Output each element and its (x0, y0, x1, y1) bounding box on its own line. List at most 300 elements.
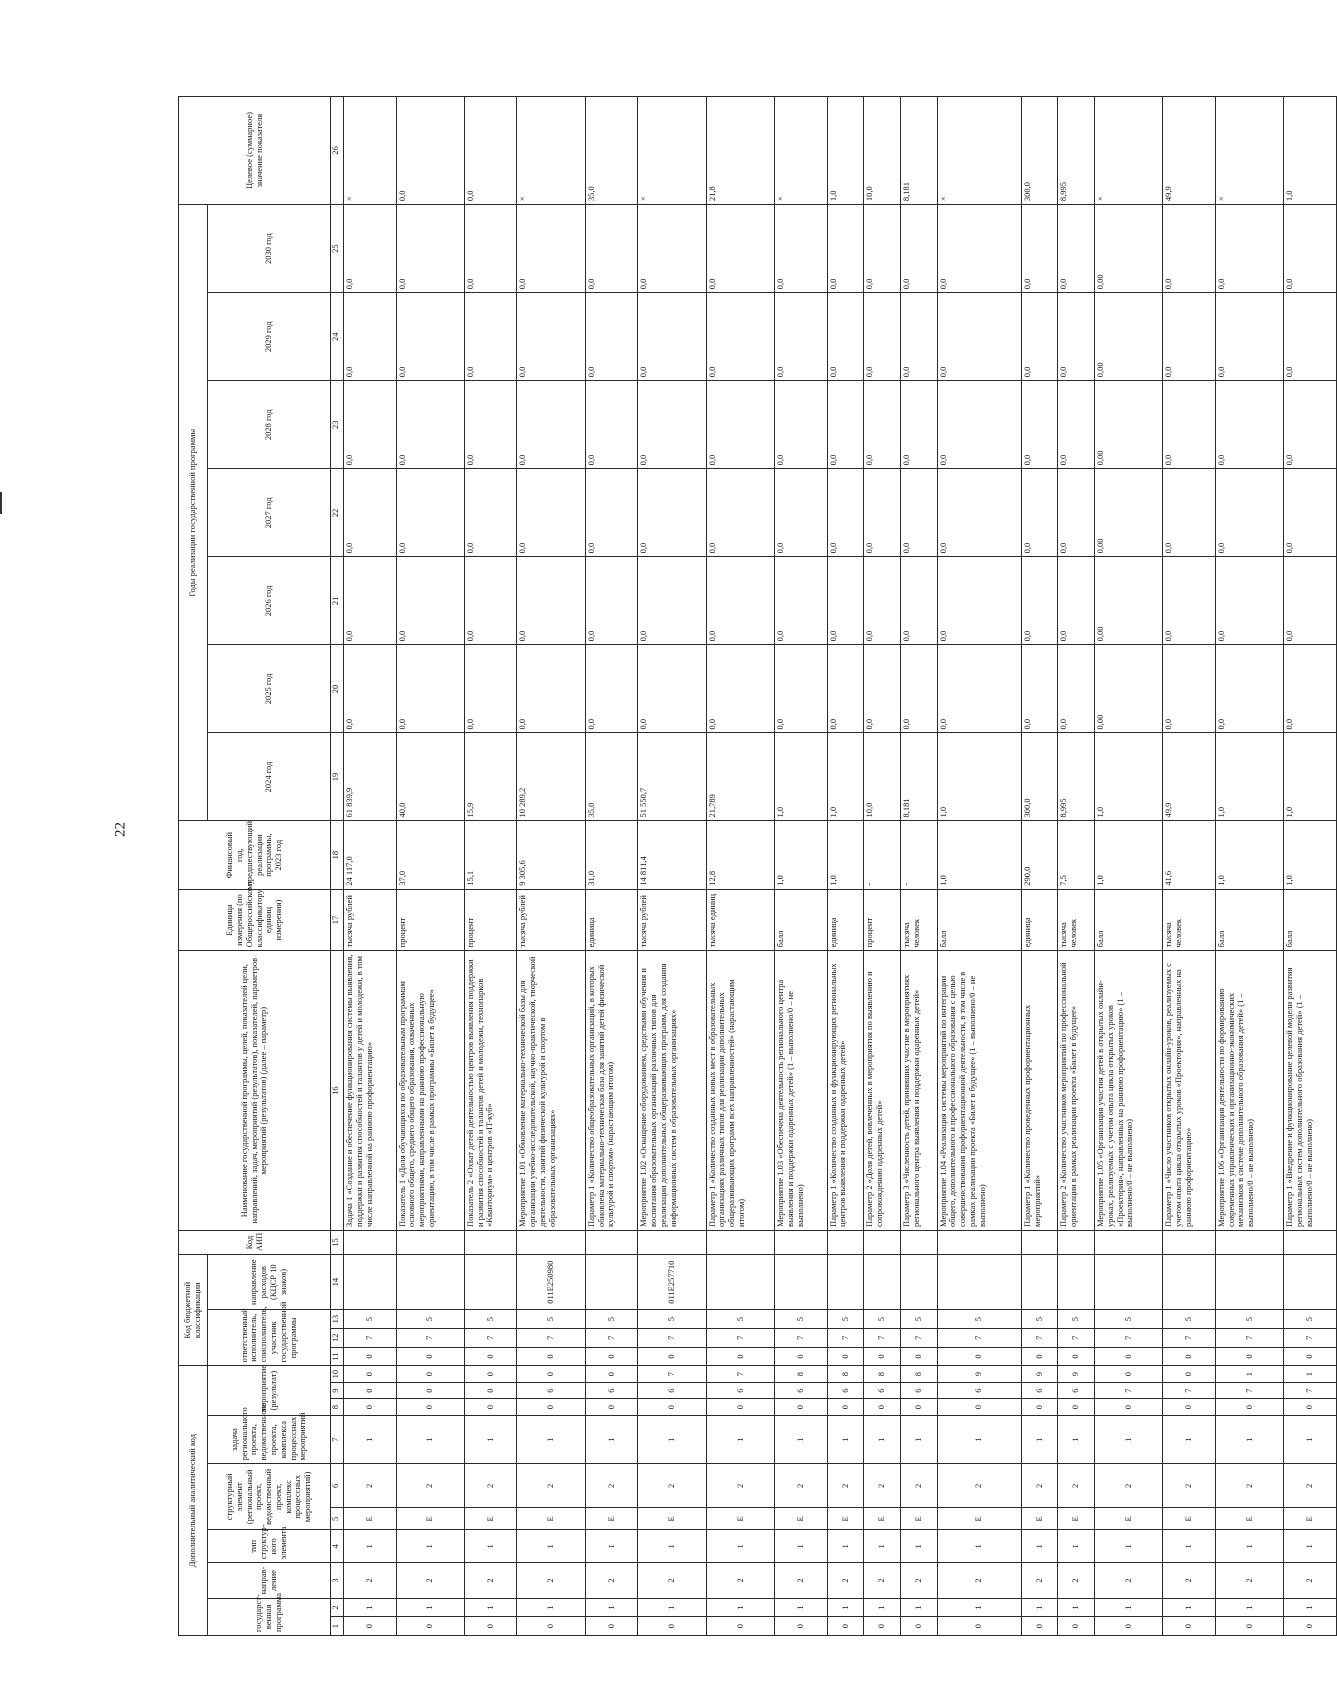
header-aip-code: Код АИП (179, 1230, 331, 1254)
base-year-value: 1,0 (827, 821, 864, 889)
aip-code (1021, 1230, 1058, 1254)
unit: балл (1095, 889, 1163, 951)
event-code: 0 (775, 1399, 828, 1416)
year-value: 0,0 (638, 469, 706, 557)
header-struct-type: тип структур-ного элемента (208, 1530, 331, 1563)
event-code: 7 (1163, 1382, 1216, 1399)
year-value: 0,0 (585, 645, 638, 733)
year-value: 0,0 (464, 469, 517, 557)
struct-element-code: 2 (864, 1464, 901, 1508)
year-value: 0,0 (864, 469, 901, 557)
table-row (1284, 97, 1337, 1636)
task-code: 1 (900, 1415, 937, 1463)
year-value: 0,0 (775, 469, 828, 557)
struct-element-code: Е (1215, 1508, 1283, 1530)
struct-type-code: 1 (937, 1530, 1021, 1563)
struct-element-code: Е (706, 1508, 774, 1530)
executor-code: 0 (1163, 1347, 1216, 1366)
gp-code: 0 (1284, 1617, 1337, 1636)
executor-code: 0 (638, 1347, 706, 1366)
kbk-direction (1215, 1255, 1283, 1310)
task-code: 1 (1163, 1415, 1216, 1463)
year-value: 0,0 (900, 381, 937, 469)
executor-code: 7 (344, 1328, 397, 1347)
kbk-direction (1095, 1255, 1163, 1310)
year-value: 8,181 (900, 733, 937, 821)
total-value: × (344, 97, 397, 205)
column-index: 21 (331, 557, 344, 645)
year-value: 51 550,7 (638, 733, 706, 821)
year-value: 0,0 (396, 293, 464, 381)
year-value: 300,0 (1021, 733, 1058, 821)
event-code: 0 (464, 1399, 517, 1416)
struct-element-code: 2 (638, 1464, 706, 1508)
direction-code: 2 (1163, 1563, 1216, 1598)
event-code: 0 (937, 1399, 1021, 1416)
struct-element-code: 2 (1163, 1464, 1216, 1508)
header-event: мероприятие (результат) (208, 1366, 331, 1416)
struct-element-code: 2 (775, 1464, 828, 1508)
event-code: 9 (937, 1366, 1021, 1383)
table-row (1215, 97, 1283, 1636)
event-code: 1 (1284, 1366, 1337, 1383)
gp-code: 0 (396, 1617, 464, 1636)
struct-type-code: 1 (585, 1530, 638, 1563)
year-value: 0,0 (1058, 645, 1095, 733)
year-value: 0,0 (517, 645, 585, 733)
event-code: 0 (900, 1399, 937, 1416)
total-value: × (1215, 97, 1283, 205)
year-value: 0,0 (638, 557, 706, 645)
aip-code (706, 1230, 774, 1254)
task-code: 1 (1058, 1415, 1095, 1463)
year-value: 0,0 (937, 557, 1021, 645)
year-value: 0,0 (517, 205, 585, 293)
event-code: 8 (775, 1366, 828, 1383)
header-year-2026: 2026 год (208, 557, 331, 645)
year-value: 0,0 (827, 381, 864, 469)
gp-code: 0 (706, 1617, 774, 1636)
year-value: 0,0 (1021, 645, 1058, 733)
base-year-value: 41,6 (1163, 821, 1216, 889)
row-name: Параметр 1 «Количество общеобразовательных организаций, в которых обновлена материально-техническая база для занятий детей физической культурой и спортом» (нарастающим итогом) (585, 951, 638, 1231)
table-row (706, 97, 774, 1636)
direction-code: 2 (827, 1563, 864, 1598)
column-index: 4 (331, 1530, 344, 1563)
executor-code: 7 (937, 1328, 1021, 1347)
year-value: 0,0 (638, 645, 706, 733)
executor-code: 7 (396, 1328, 464, 1347)
kbk-direction: 011Е257710 (638, 1255, 706, 1310)
aip-code (864, 1230, 901, 1254)
year-value: 0,0 (864, 381, 901, 469)
gp-code: 1 (827, 1598, 864, 1617)
row-name: Задача 1 «Создание и обеспечение функционирования системы выявления, поддержки и развития способностей и талантов у детей и молодежи, в том числе направленной на раннюю профориентацию» (344, 951, 397, 1231)
executor-code: 7 (827, 1328, 864, 1347)
row-name: Параметр 1 «Внедрение и функционирование целевой модели развития региональных систем дополнительного образования детей» (1 – выполнено/0 – не выполнено) (1284, 951, 1337, 1231)
struct-element-code: 2 (937, 1464, 1021, 1508)
executor-code: 5 (864, 1310, 901, 1329)
year-value: 0,0 (1215, 381, 1283, 469)
year-value: 0,0 (517, 381, 585, 469)
row-name: Параметр 1 «Число участников открытых онлайн-уроков, реализуемых с учетом опыта цикла открытых уроков «Проектория», направленных на раннюю профориентацию» (1163, 951, 1216, 1231)
struct-element-code: 2 (585, 1464, 638, 1508)
executor-code: 0 (585, 1347, 638, 1366)
base-year-value: 7,5 (1058, 821, 1095, 889)
gp-code: 1 (585, 1598, 638, 1617)
event-code: 0 (585, 1399, 638, 1416)
header-struct-element: структурный элемент (региональный проект, ведомственный проект, комплекс процессных мероприятий) (208, 1464, 331, 1530)
unit: тысяча рублей (638, 889, 706, 951)
gp-code: 1 (1163, 1598, 1216, 1617)
column-index: 7 (331, 1415, 344, 1463)
year-value: 0,0 (464, 381, 517, 469)
struct-element-code: Е (775, 1508, 828, 1530)
header-kbk-direction: направление расходов (КЦСР 10 знаков) (208, 1255, 331, 1310)
year-value: 0,0 (1215, 205, 1283, 293)
table-row (775, 97, 828, 1636)
event-code: 0 (396, 1382, 464, 1399)
year-value: 8,995 (1058, 733, 1095, 821)
struct-type-code: 1 (706, 1530, 774, 1563)
year-value: 0,0 (937, 469, 1021, 557)
year-value: 0,0 (1163, 557, 1216, 645)
header-year-2024: 2024 год (208, 733, 331, 821)
direction-code: 2 (585, 1563, 638, 1598)
event-code: 8 (864, 1366, 901, 1383)
gp-code: 0 (1163, 1617, 1216, 1636)
event-code: 1 (1215, 1366, 1283, 1383)
event-code: 6 (864, 1382, 901, 1399)
unit: единица (1021, 889, 1058, 951)
executor-code: 5 (900, 1310, 937, 1329)
event-code: 6 (706, 1382, 774, 1399)
year-value: 0,0 (1058, 469, 1095, 557)
executor-code: 0 (864, 1347, 901, 1366)
aip-code (775, 1230, 828, 1254)
task-code: 1 (344, 1415, 397, 1463)
event-code: 0 (344, 1382, 397, 1399)
direction-code: 2 (1215, 1563, 1283, 1598)
header-total: Целевое (суммарное) значение показателя (179, 97, 331, 205)
year-value: 0,0 (827, 645, 864, 733)
year-value: 0,0 (827, 469, 864, 557)
year-value: 0,0 (396, 469, 464, 557)
year-value: 35,0 (585, 733, 638, 821)
base-year-value: 9 305,6 (517, 821, 585, 889)
event-code: 0 (517, 1399, 585, 1416)
struct-element-code: Е (638, 1508, 706, 1530)
year-value: 0,0 (1163, 645, 1216, 733)
gp-code: 1 (344, 1598, 397, 1617)
executor-code: 7 (1095, 1328, 1163, 1347)
aip-code (1095, 1230, 1163, 1254)
direction-code: 2 (1021, 1563, 1058, 1598)
crop-mark (0, 492, 2, 514)
task-code: 1 (1215, 1415, 1283, 1463)
event-code: 6 (517, 1382, 585, 1399)
event-code: 0 (864, 1399, 901, 1416)
year-value: 0,0 (1021, 205, 1058, 293)
year-value: 0,00 (1095, 381, 1163, 469)
year-value: 0,0 (1058, 293, 1095, 381)
year-value: 0,0 (638, 381, 706, 469)
total-value: 10,0 (864, 97, 901, 205)
struct-element-code: Е (937, 1508, 1021, 1530)
year-value: 0,0 (706, 645, 774, 733)
struct-element-code: Е (900, 1508, 937, 1530)
total-value: × (1095, 97, 1163, 205)
row-name: Параметр 2 «Доля детей, вовлеченных в мероприятия по выявлению и сопровождению одаренных детей» (864, 951, 901, 1231)
struct-element-code: 2 (706, 1464, 774, 1508)
executor-code: 5 (1021, 1310, 1058, 1329)
executor-code: 5 (937, 1310, 1021, 1329)
struct-element-code: 2 (464, 1464, 517, 1508)
total-value: 1,0 (1284, 97, 1337, 205)
year-value: 0,0 (706, 293, 774, 381)
executor-code: 7 (1284, 1328, 1337, 1347)
total-value: × (517, 97, 585, 205)
executor-code: 0 (827, 1347, 864, 1366)
executor-code: 5 (1284, 1310, 1337, 1329)
direction-code: 2 (864, 1563, 901, 1598)
event-code: 9 (1058, 1366, 1095, 1383)
executor-code: 7 (775, 1328, 828, 1347)
struct-type-code: 1 (1215, 1530, 1283, 1563)
year-value: 15,9 (464, 733, 517, 821)
unit: единица (827, 889, 864, 951)
struct-element-code: 2 (1215, 1464, 1283, 1508)
header-base-year: Финансовый год, предшествующий реализации программы, 2023 год (179, 821, 331, 889)
row-name: Мероприятие 1.03 «Обеспечена деятельность регионального центра выявления и поддержки одаренных детей» (1 – выполнено/0 – не выполнено) (775, 951, 828, 1231)
year-value: 0,0 (1058, 381, 1095, 469)
row-name: Мероприятие 1.01 «Обновление материально-технической базы для организации учебно-исследовательской, научно-практической, творческой деятельности, занятий физической культурой и спортом в образовательных организациях» (517, 951, 585, 1231)
table-row (344, 97, 397, 1636)
event-code: 7 (1215, 1382, 1283, 1399)
total-value: 8,181 (900, 97, 937, 205)
year-value: 0,0 (585, 557, 638, 645)
year-value: 0,0 (1058, 205, 1095, 293)
year-value: 0,0 (517, 469, 585, 557)
event-code: 7 (1284, 1382, 1337, 1399)
year-value: 0,0 (1163, 469, 1216, 557)
base-year-value: 1,0 (937, 821, 1021, 889)
gp-code: 0 (1021, 1617, 1058, 1636)
aip-code (1058, 1230, 1095, 1254)
aip-code (585, 1230, 638, 1254)
task-code: 1 (1021, 1415, 1058, 1463)
executor-code: 5 (585, 1310, 638, 1329)
base-year-value: - (864, 821, 901, 889)
column-index: 5 (331, 1508, 344, 1530)
column-index: 26 (331, 97, 344, 205)
unit: тысяча человек (900, 889, 937, 951)
year-value: 0,0 (464, 293, 517, 381)
header-year-2028: 2028 год (208, 381, 331, 469)
direction-code: 2 (344, 1563, 397, 1598)
year-value: 0,0 (937, 645, 1021, 733)
year-value: 0,0 (1215, 557, 1283, 645)
column-index: 8 (331, 1399, 344, 1416)
gp-code: 1 (464, 1598, 517, 1617)
executor-code: 7 (1021, 1328, 1058, 1347)
task-code: 1 (706, 1415, 774, 1463)
direction-code: 2 (396, 1563, 464, 1598)
executor-code: 0 (1021, 1347, 1058, 1366)
gp-code: 0 (775, 1617, 828, 1636)
gp-code: 0 (1058, 1617, 1095, 1636)
task-code: 1 (864, 1415, 901, 1463)
event-code: 0 (585, 1366, 638, 1383)
struct-element-code: Е (827, 1508, 864, 1530)
table-row (1021, 97, 1058, 1636)
struct-element-code: 2 (1095, 1464, 1163, 1508)
table-row (517, 97, 585, 1636)
year-value: 0,0 (864, 205, 901, 293)
gp-code: 0 (344, 1617, 397, 1636)
column-index: 14 (331, 1255, 344, 1310)
executor-code: 0 (937, 1347, 1021, 1366)
struct-element-code: 2 (396, 1464, 464, 1508)
struct-element-code: Е (396, 1508, 464, 1530)
total-value: 35,0 (585, 97, 638, 205)
year-value: 0,0 (344, 293, 397, 381)
executor-code: 5 (517, 1310, 585, 1329)
struct-type-code: 1 (638, 1530, 706, 1563)
gp-code: 0 (827, 1617, 864, 1636)
kbk-direction (937, 1255, 1021, 1310)
table-row (396, 97, 464, 1636)
direction-code: 2 (775, 1563, 828, 1598)
task-code: 1 (1284, 1415, 1337, 1463)
struct-element-code: Е (517, 1508, 585, 1530)
gp-code: 0 (1215, 1617, 1283, 1636)
year-value: 0,0 (585, 469, 638, 557)
year-value: 0,0 (344, 469, 397, 557)
aip-code (900, 1230, 937, 1254)
kbk-direction (585, 1255, 638, 1310)
struct-element-code: Е (1163, 1508, 1216, 1530)
aip-code (638, 1230, 706, 1254)
executor-code: 5 (706, 1310, 774, 1329)
year-value: 0,0 (864, 645, 901, 733)
event-code: 7 (706, 1366, 774, 1383)
total-value: 49,9 (1163, 97, 1216, 205)
event-code: 0 (706, 1399, 774, 1416)
gp-code: 1 (775, 1598, 828, 1617)
struct-type-code: 1 (1284, 1530, 1337, 1563)
event-code: 8 (900, 1366, 937, 1383)
year-value: 0,0 (1284, 557, 1337, 645)
executor-code: 0 (706, 1347, 774, 1366)
year-value: 0,0 (396, 557, 464, 645)
row-name: Параметр 1 «Количество созданных новых мест в образовательных организациях различных типов для реализации дополнительных общеразвивающих программ всех направленностей» (нарастающим итогом) (706, 951, 774, 1231)
year-value: 0,0 (775, 205, 828, 293)
table-row (464, 97, 517, 1636)
gp-code: 1 (706, 1598, 774, 1617)
base-year-value: 31,0 (585, 821, 638, 889)
struct-type-code: 1 (900, 1530, 937, 1563)
column-index: 18 (331, 821, 344, 889)
year-value: 0,0 (900, 469, 937, 557)
executor-code: 5 (344, 1310, 397, 1329)
struct-type-code: 1 (517, 1530, 585, 1563)
base-year-value: 24 117,0 (344, 821, 397, 889)
year-value: 0,0 (1163, 381, 1216, 469)
gp-code: 1 (638, 1598, 706, 1617)
header-budget-code: Код бюджетной классификации (179, 1255, 208, 1366)
year-value: 0,0 (517, 293, 585, 381)
header-years-group: Годы реализации государственной программы (179, 205, 208, 821)
event-code: 9 (1021, 1366, 1058, 1383)
struct-element-code: 2 (1021, 1464, 1058, 1508)
year-value: 0,00 (1095, 645, 1163, 733)
direction-code: 2 (464, 1563, 517, 1598)
year-value: 0,0 (396, 645, 464, 733)
event-code: 0 (1215, 1399, 1283, 1416)
year-value: 1,0 (1095, 733, 1163, 821)
total-value: 300,0 (1021, 97, 1058, 205)
row-name: Показатель 1 «Доля обучающихся по образовательным программам основного общего, среднего общего образования, охваченных мероприятиями, направленными на раннюю профессиональную ориентацию, в том числе в рамках программы «Билет в будущее» (396, 951, 464, 1231)
year-value: 0,0 (706, 469, 774, 557)
column-index: 3 (331, 1563, 344, 1598)
event-code: 0 (464, 1366, 517, 1383)
row-name: Показатель 2 «Охват детей деятельностью центров выявления поддержки и развития способностей и талантов детей и молодежи, технопарков «Кванториум» и центров «IT-куб» (464, 951, 517, 1231)
task-code: 1 (396, 1415, 464, 1463)
total-value: × (775, 97, 828, 205)
task-code: 1 (937, 1415, 1021, 1463)
base-year-value: 15,1 (464, 821, 517, 889)
column-index: 25 (331, 205, 344, 293)
struct-type-code: 1 (775, 1530, 828, 1563)
unit: тысяча человек (1058, 889, 1095, 951)
year-value: 0,0 (864, 557, 901, 645)
unit: процент (464, 889, 517, 951)
column-index: 17 (331, 889, 344, 951)
struct-element-code: 2 (517, 1464, 585, 1508)
kbk-direction (396, 1255, 464, 1310)
direction-code: 2 (900, 1563, 937, 1598)
column-index: 15 (331, 1230, 344, 1254)
row-name: Мероприятие 1.06 «Организация деятельности по формированию современных управленческих и организационно-экономических механизмов в системе дополнительного образования детей» (1 – выполнено/0 – не выполнено) (1215, 951, 1283, 1231)
year-value: 0,0 (464, 645, 517, 733)
executor-code: 0 (775, 1347, 828, 1366)
executor-code: 0 (900, 1347, 937, 1366)
year-value: 21,789 (706, 733, 774, 821)
gp-code: 0 (1095, 1617, 1163, 1636)
event-code: 0 (827, 1399, 864, 1416)
executor-code: 7 (1163, 1328, 1216, 1347)
base-year-value: 1,0 (1215, 821, 1283, 889)
task-code: 1 (1095, 1415, 1163, 1463)
header-year-2029: 2029 год (208, 293, 331, 381)
executor-code: 5 (1163, 1310, 1216, 1329)
year-value: 0,0 (1163, 293, 1216, 381)
kbk-direction (1058, 1255, 1095, 1310)
year-value: 1,0 (1215, 733, 1283, 821)
event-code: 0 (1163, 1399, 1216, 1416)
year-value: 1,0 (775, 733, 828, 821)
task-code: 1 (585, 1415, 638, 1463)
executor-code: 5 (464, 1310, 517, 1329)
executor-code: 5 (396, 1310, 464, 1329)
table-row (1095, 97, 1163, 1636)
year-value: 0,0 (638, 293, 706, 381)
event-code: 6 (638, 1382, 706, 1399)
event-code: 0 (638, 1399, 706, 1416)
gp-code: 1 (1058, 1598, 1095, 1617)
task-code: 1 (638, 1415, 706, 1463)
